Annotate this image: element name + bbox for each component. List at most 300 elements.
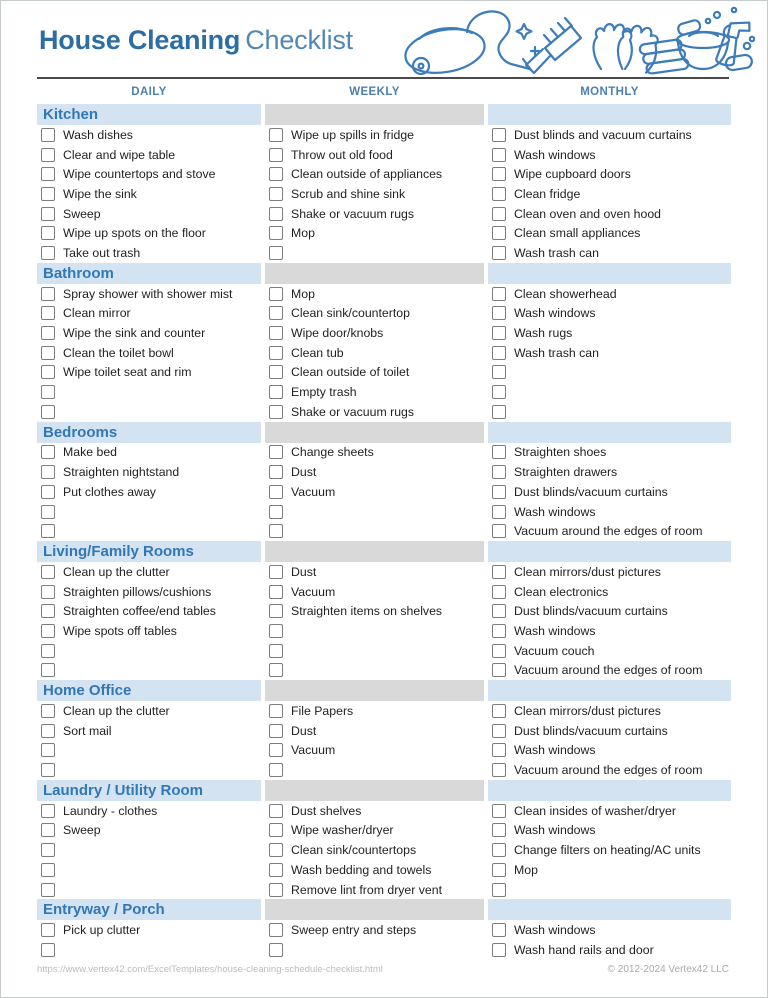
footer-url[interactable]: https://www.vertex42.com/ExcelTemplates/house-cleaning-schedule-checklist.html — [37, 963, 383, 975]
task-checkbox[interactable] — [269, 207, 283, 221]
task-row — [37, 462, 729, 482]
task-checkbox[interactable] — [492, 743, 506, 757]
task-checkbox[interactable] — [41, 524, 55, 538]
task-label: Wash windows — [514, 623, 596, 638]
task-cell-weekly — [265, 402, 484, 422]
task-cell-weekly — [265, 721, 484, 741]
task-cell-weekly — [265, 840, 484, 860]
task-checkbox[interactable] — [41, 585, 55, 599]
task-checkbox[interactable] — [269, 167, 283, 181]
task-cell-daily — [37, 601, 261, 621]
task-cell-weekly — [265, 204, 484, 224]
task-label: Straighten drawers — [514, 465, 618, 480]
task-checkbox[interactable] — [41, 187, 55, 201]
task-cell-weekly — [265, 304, 484, 324]
task-label: Throw out old food — [291, 147, 393, 162]
task-checkbox[interactable] — [41, 385, 55, 399]
task-label: Vacuum — [291, 484, 336, 499]
task-label: Remove lint from dryer vent — [291, 882, 443, 897]
task-row — [37, 145, 729, 165]
task-checkbox[interactable] — [41, 445, 55, 459]
task-cell-weekly — [265, 243, 484, 263]
task-checkbox[interactable] — [269, 943, 283, 957]
task-checkbox[interactable] — [492, 148, 506, 162]
task-label: Vacuum around the edges of room — [514, 763, 703, 778]
page-title — [39, 27, 353, 54]
task-checkbox[interactable] — [41, 246, 55, 260]
task-label: Clean oven and oven hood — [514, 206, 661, 221]
task-cell-weekly — [265, 562, 484, 582]
task-cell-monthly — [488, 284, 731, 304]
task-cell-monthly — [488, 521, 731, 541]
task-cell-daily — [37, 343, 261, 363]
task-checkbox[interactable] — [41, 823, 55, 837]
task-checkbox[interactable] — [269, 465, 283, 479]
task-label: Wash windows — [514, 504, 596, 519]
task-label: Clean showerhead — [514, 286, 617, 301]
task-cell-monthly — [488, 880, 731, 900]
task-label: Dust blinds/vacuum curtains — [514, 484, 668, 499]
task-cell-weekly — [265, 821, 484, 841]
task-cell-weekly — [265, 940, 484, 960]
task-cell-weekly — [265, 223, 484, 243]
task-label: Clean tub — [291, 345, 344, 360]
task-row — [37, 920, 729, 940]
task-checkbox[interactable] — [492, 445, 506, 459]
task-checkbox[interactable] — [41, 405, 55, 419]
section-band-daily — [37, 422, 261, 443]
task-cell-daily — [37, 164, 261, 184]
task-checkbox[interactable] — [41, 923, 55, 937]
task-cell-daily — [37, 582, 261, 602]
section-band-daily — [37, 263, 261, 284]
task-label: Change filters on heating/AC units — [514, 843, 701, 858]
task-label: Wipe up spots on the floor — [63, 226, 206, 241]
section-band-weekly — [265, 899, 484, 920]
task-row — [37, 521, 729, 541]
column-header-weekly: WEEKLY — [349, 85, 400, 98]
section-band-daily — [37, 780, 261, 801]
task-checkbox[interactable] — [269, 644, 283, 658]
task-cell-weekly — [265, 363, 484, 383]
task-checkbox[interactable] — [41, 743, 55, 757]
task-checkbox[interactable] — [492, 724, 506, 738]
task-cell-daily — [37, 184, 261, 204]
task-checkbox[interactable] — [41, 326, 55, 340]
task-label: Dust — [291, 723, 317, 738]
task-checkbox[interactable] — [41, 306, 55, 320]
task-checkbox[interactable] — [269, 226, 283, 240]
task-label: Clean mirrors/dust pictures — [514, 564, 661, 579]
task-label: Mop — [514, 862, 538, 877]
column-header-daily: DAILY — [131, 85, 167, 98]
task-cell-daily — [37, 243, 261, 263]
task-label: Wipe washer/dryer — [291, 823, 394, 838]
task-checkbox[interactable] — [41, 565, 55, 579]
section-bedrooms — [37, 422, 729, 541]
section-band-daily — [37, 899, 261, 920]
task-checkbox[interactable] — [41, 843, 55, 857]
section-band-monthly — [488, 541, 731, 562]
task-cell-monthly — [488, 821, 731, 841]
task-label: Laundry - clothes — [63, 803, 158, 818]
task-checkbox[interactable] — [41, 704, 55, 718]
task-label: Clean outside of appliances — [291, 167, 443, 182]
task-checkbox[interactable] — [41, 465, 55, 479]
task-label: Wipe cupboard doors — [514, 167, 631, 182]
task-label: Dust blinds and vacuum curtains — [514, 127, 692, 142]
task-cell-daily — [37, 521, 261, 541]
task-cell-daily — [37, 363, 261, 383]
task-checkbox[interactable] — [269, 148, 283, 162]
task-cell-weekly — [265, 621, 484, 641]
task-cell-daily — [37, 641, 261, 661]
section-band-monthly — [488, 263, 731, 284]
task-cell-weekly — [265, 661, 484, 681]
task-row — [37, 661, 729, 681]
task-label: Mop — [291, 286, 315, 301]
task-cell-monthly — [488, 223, 731, 243]
task-checkbox[interactable] — [492, 207, 506, 221]
task-checkbox[interactable] — [41, 167, 55, 181]
task-checkbox[interactable] — [269, 804, 283, 818]
task-label: Wash windows — [514, 923, 596, 938]
task-cell-weekly — [265, 641, 484, 661]
task-row — [37, 363, 729, 383]
task-cell-weekly — [265, 760, 484, 780]
section-home-office — [37, 680, 729, 780]
task-cell-weekly — [265, 343, 484, 363]
task-label: Wash windows — [514, 823, 596, 838]
section-title: Bedrooms — [43, 423, 118, 441]
task-cell-daily — [37, 562, 261, 582]
task-checkbox[interactable] — [492, 246, 506, 260]
task-checkbox[interactable] — [41, 128, 55, 142]
task-checkbox[interactable] — [492, 128, 506, 142]
cleaning-supplies-illustration — [395, 6, 755, 76]
task-cell-monthly — [488, 482, 731, 502]
task-cell-weekly — [265, 125, 484, 145]
task-checkbox[interactable] — [269, 663, 283, 677]
task-checkbox[interactable] — [269, 883, 283, 897]
task-label: Vacuum — [291, 743, 336, 758]
task-checkbox[interactable] — [492, 167, 506, 181]
task-label: Clean fridge — [514, 186, 581, 201]
task-label: Make bed — [63, 445, 118, 460]
task-label: Dust shelves — [291, 803, 362, 818]
section-living-family-rooms — [37, 541, 729, 680]
task-row — [37, 760, 729, 780]
task-cell-weekly — [265, 145, 484, 165]
task-checkbox[interactable] — [492, 823, 506, 837]
task-checkbox[interactable] — [269, 405, 283, 419]
task-row — [37, 821, 729, 841]
task-checkbox[interactable] — [492, 704, 506, 718]
task-cell-weekly — [265, 164, 484, 184]
task-checkbox[interactable] — [269, 445, 283, 459]
task-checkbox[interactable] — [269, 306, 283, 320]
task-checkbox[interactable] — [269, 346, 283, 360]
task-row — [37, 601, 729, 621]
task-checkbox[interactable] — [269, 505, 283, 519]
section-band-weekly — [265, 422, 484, 443]
task-cell-monthly — [488, 243, 731, 263]
task-checkbox[interactable] — [492, 883, 506, 897]
task-checkbox[interactable] — [269, 385, 283, 399]
task-checkbox[interactable] — [269, 823, 283, 837]
task-cell-weekly — [265, 323, 484, 343]
task-row — [37, 125, 729, 145]
task-row — [37, 502, 729, 522]
task-cell-daily — [37, 145, 261, 165]
task-checkbox[interactable] — [492, 804, 506, 818]
task-label: Clean sink/countertops — [291, 843, 417, 858]
task-label: Shake or vacuum rugs — [291, 404, 415, 419]
task-checkbox[interactable] — [269, 485, 283, 499]
task-label: Sweep — [63, 823, 101, 838]
section-band-monthly — [488, 104, 731, 125]
task-cell-daily — [37, 304, 261, 324]
task-checkbox[interactable] — [269, 724, 283, 738]
task-label: Wash rugs — [514, 326, 573, 341]
task-checkbox[interactable] — [41, 505, 55, 519]
task-cell-monthly — [488, 801, 731, 821]
section-bathroom — [37, 263, 729, 422]
task-row — [37, 840, 729, 860]
section-title: Kitchen — [43, 106, 99, 123]
task-checkbox[interactable] — [492, 465, 506, 479]
task-checkbox[interactable] — [269, 704, 283, 718]
section-band-monthly — [488, 780, 731, 801]
task-checkbox[interactable] — [492, 565, 506, 579]
task-checkbox[interactable] — [41, 724, 55, 738]
task-cell-monthly — [488, 402, 731, 422]
task-label: Dust blinds/vacuum curtains — [514, 604, 668, 619]
task-cell-monthly — [488, 621, 731, 641]
section-band-daily — [37, 541, 261, 562]
task-checkbox[interactable] — [492, 943, 506, 957]
task-label: File Papers — [291, 704, 354, 719]
task-cell-monthly — [488, 363, 731, 383]
task-row — [37, 382, 729, 402]
task-row — [37, 940, 729, 960]
task-checkbox[interactable] — [492, 923, 506, 937]
task-label: Sort mail — [63, 723, 112, 738]
task-cell-weekly — [265, 284, 484, 304]
task-cell-monthly — [488, 323, 731, 343]
task-checkbox[interactable] — [41, 863, 55, 877]
task-row — [37, 204, 729, 224]
task-checkbox[interactable] — [41, 148, 55, 162]
task-checkbox[interactable] — [269, 863, 283, 877]
task-cell-monthly — [488, 582, 731, 602]
task-checkbox[interactable] — [269, 187, 283, 201]
task-checkbox[interactable] — [492, 585, 506, 599]
task-checkbox[interactable] — [41, 763, 55, 777]
task-cell-monthly — [488, 343, 731, 363]
task-checkbox[interactable] — [41, 804, 55, 818]
task-cell-daily — [37, 701, 261, 721]
task-label: Clean outside of toilet — [291, 365, 410, 380]
task-cell-monthly — [488, 382, 731, 402]
column-header-monthly: MONTHLY — [580, 85, 639, 98]
task-cell-monthly — [488, 840, 731, 860]
task-checkbox[interactable] — [492, 644, 506, 658]
task-checkbox[interactable] — [41, 287, 55, 301]
task-checkbox[interactable] — [492, 326, 506, 340]
task-cell-daily — [37, 223, 261, 243]
task-cell-weekly — [265, 582, 484, 602]
task-checkbox[interactable] — [492, 863, 506, 877]
task-cell-monthly — [488, 701, 731, 721]
task-cell-monthly — [488, 641, 731, 661]
task-cell-weekly — [265, 741, 484, 761]
task-label: Wash windows — [514, 147, 596, 162]
task-checkbox[interactable] — [269, 128, 283, 142]
task-label: Wash dishes — [63, 127, 133, 142]
task-checkbox[interactable] — [492, 405, 506, 419]
task-label: Sweep entry and steps — [291, 923, 417, 938]
task-cell-monthly — [488, 760, 731, 780]
task-label: Wipe door/knobs — [291, 326, 384, 341]
column-headers — [37, 79, 729, 104]
task-checkbox[interactable] — [269, 743, 283, 757]
task-checkbox[interactable] — [492, 505, 506, 519]
task-cell-daily — [37, 741, 261, 761]
task-checkbox[interactable] — [41, 365, 55, 379]
task-label: Dust — [291, 564, 317, 579]
task-cell-monthly — [488, 125, 731, 145]
task-label: Clean sink/countertop — [291, 306, 410, 321]
task-label: Straighten shoes — [514, 445, 607, 460]
task-checkbox[interactable] — [41, 207, 55, 221]
task-checkbox[interactable] — [41, 624, 55, 638]
task-checkbox[interactable] — [269, 287, 283, 301]
task-label: Wash bedding and towels — [291, 862, 432, 877]
task-checkbox[interactable] — [269, 763, 283, 777]
task-row — [37, 243, 729, 263]
task-cell-daily — [37, 204, 261, 224]
task-checkbox[interactable] — [492, 524, 506, 538]
task-checkbox[interactable] — [41, 346, 55, 360]
task-checkbox[interactable] — [492, 843, 506, 857]
task-cell-daily — [37, 502, 261, 522]
task-cell-daily — [37, 721, 261, 741]
section-header — [37, 899, 729, 920]
section-band-weekly — [265, 680, 484, 701]
task-label: Vacuum around the edges of room — [514, 663, 703, 678]
task-label: Wash trash can — [514, 345, 599, 360]
sponge-icon — [725, 54, 753, 71]
task-checkbox[interactable] — [492, 624, 506, 638]
task-checkbox[interactable] — [492, 763, 506, 777]
task-cell-weekly — [265, 920, 484, 940]
section-band-weekly — [265, 541, 484, 562]
task-label: Vacuum around the edges of room — [514, 524, 703, 539]
task-checkbox[interactable] — [269, 565, 283, 579]
task-checkbox[interactable] — [492, 346, 506, 360]
task-checkbox[interactable] — [269, 923, 283, 937]
task-row — [37, 880, 729, 900]
task-cell-monthly — [488, 562, 731, 582]
task-checkbox[interactable] — [41, 226, 55, 240]
task-checkbox[interactable] — [492, 226, 506, 240]
task-checkbox[interactable] — [269, 365, 283, 379]
task-checkbox[interactable] — [41, 604, 55, 618]
task-label: Straighten coffee/end tables — [63, 604, 216, 619]
section-band-weekly — [265, 263, 484, 284]
task-label: Clean the toilet bowl — [63, 345, 174, 360]
task-label: Empty trash — [291, 385, 357, 400]
task-cell-monthly — [488, 940, 731, 960]
task-label: Put clothes away — [63, 484, 156, 499]
section-kitchen — [37, 104, 729, 263]
task-cell-weekly — [265, 860, 484, 880]
task-row — [37, 164, 729, 184]
task-cell-daily — [37, 621, 261, 641]
sparkle-icon — [517, 24, 539, 55]
task-checkbox[interactable] — [269, 604, 283, 618]
title-main: House Cleaning — [39, 25, 241, 55]
task-checkbox[interactable] — [269, 843, 283, 857]
task-checkbox[interactable] — [269, 246, 283, 260]
task-checkbox[interactable] — [41, 644, 55, 658]
section-header — [37, 263, 729, 284]
task-label: Spray shower with shower mist — [63, 286, 233, 301]
task-checkbox[interactable] — [41, 485, 55, 499]
task-cell-daily — [37, 760, 261, 780]
task-checkbox[interactable] — [492, 287, 506, 301]
task-label: Clean up the clutter — [63, 564, 170, 579]
task-checkbox[interactable] — [492, 187, 506, 201]
task-cell-monthly — [488, 145, 731, 165]
task-row — [37, 223, 729, 243]
task-cell-weekly — [265, 502, 484, 522]
task-checkbox[interactable] — [269, 624, 283, 638]
task-label: Wipe up spills in fridge — [291, 127, 415, 142]
task-checkbox[interactable] — [492, 663, 506, 677]
task-row — [37, 323, 729, 343]
task-checkbox[interactable] — [41, 663, 55, 677]
task-checkbox[interactable] — [269, 524, 283, 538]
task-checkbox[interactable] — [492, 365, 506, 379]
task-checkbox[interactable] — [41, 883, 55, 897]
task-cell-monthly — [488, 920, 731, 940]
task-cell-weekly — [265, 880, 484, 900]
task-checkbox[interactable] — [269, 585, 283, 599]
task-cell-weekly — [265, 601, 484, 621]
section-title: Living/Family Rooms — [43, 543, 194, 561]
section-band-monthly — [488, 899, 731, 920]
task-row — [37, 343, 729, 363]
task-checkbox[interactable] — [269, 326, 283, 340]
section-header — [37, 680, 729, 701]
task-checkbox[interactable] — [492, 485, 506, 499]
task-label: Clean small appliances — [514, 226, 641, 241]
task-cell-monthly — [488, 502, 731, 522]
task-checkbox[interactable] — [492, 604, 506, 618]
task-checkbox[interactable] — [492, 306, 506, 320]
task-checkbox[interactable] — [41, 943, 55, 957]
section-header — [37, 422, 729, 443]
task-label: Vacuum couch — [514, 643, 595, 658]
task-row — [37, 443, 729, 463]
task-checkbox[interactable] — [492, 385, 506, 399]
task-cell-daily — [37, 443, 261, 463]
content — [1, 1, 767, 960]
task-cell-monthly — [488, 184, 731, 204]
task-label: Change sheets — [291, 445, 374, 460]
